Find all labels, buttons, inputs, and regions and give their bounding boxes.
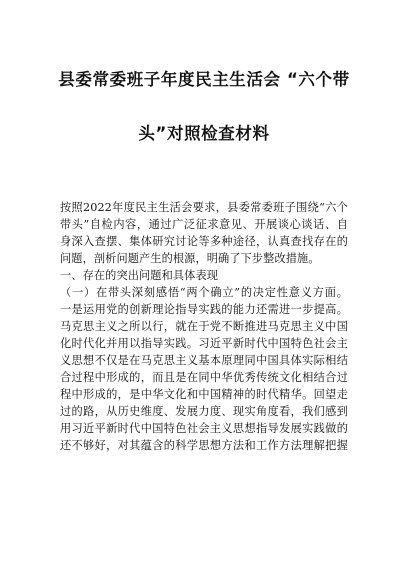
body-line: 问题，剖析问题产生的根源，明确了下步整改措施。 xyxy=(60,252,320,265)
body-line: 还不够好，对其蕴含的科学思想方法和工作方法理解把握 xyxy=(60,439,348,452)
body-line: 带头”自检内容，通过广泛征求意见、开展谈心谈话、自 xyxy=(60,218,348,231)
body-line: 过的路，从历史维度、发展力度、现实角度看，我们感到 xyxy=(60,405,348,418)
body-line: 化时代化并用以指导实践。习近平新时代中国特色社会主 xyxy=(60,337,348,350)
subsection-heading: （一）在带头深刻感悟“两个确立”的决定性意义方面。 xyxy=(60,286,348,299)
document-title-line-1: 县委常委班子年度民主生活会 “六个带 xyxy=(58,70,350,89)
body-line: 马克思主义之所以行，就在于党不断推进马克思主义中国 xyxy=(60,320,348,333)
body-line: 程中形成的，是中华文化和中国精神的时代精华。回望走 xyxy=(60,388,348,401)
body-line: 合过程中形成的，而且是在同中华优秀传统文化相结合过 xyxy=(60,371,348,384)
body-line: 一是运用党的创新理论指导实践的能力还需进一步提高。 xyxy=(60,303,348,316)
body-line: 身深入查摆、集体研究讨论等多种途径，认真查找存在的 xyxy=(60,235,348,248)
body-line: 按照2022年度民主生活会要求，县委常委班子围绕“六个 xyxy=(60,201,348,214)
body-line: 义思想不仅是在马克思主义基本原理同中国具体实际相结 xyxy=(60,354,348,367)
document-title-line-2: 头”对照检查材料 xyxy=(138,124,270,143)
section-heading: 一、存在的突出问题和具体表现 xyxy=(60,269,219,282)
body-line: 用习近平新时代中国特色社会主义思想指导发展实践做的 xyxy=(60,422,348,435)
